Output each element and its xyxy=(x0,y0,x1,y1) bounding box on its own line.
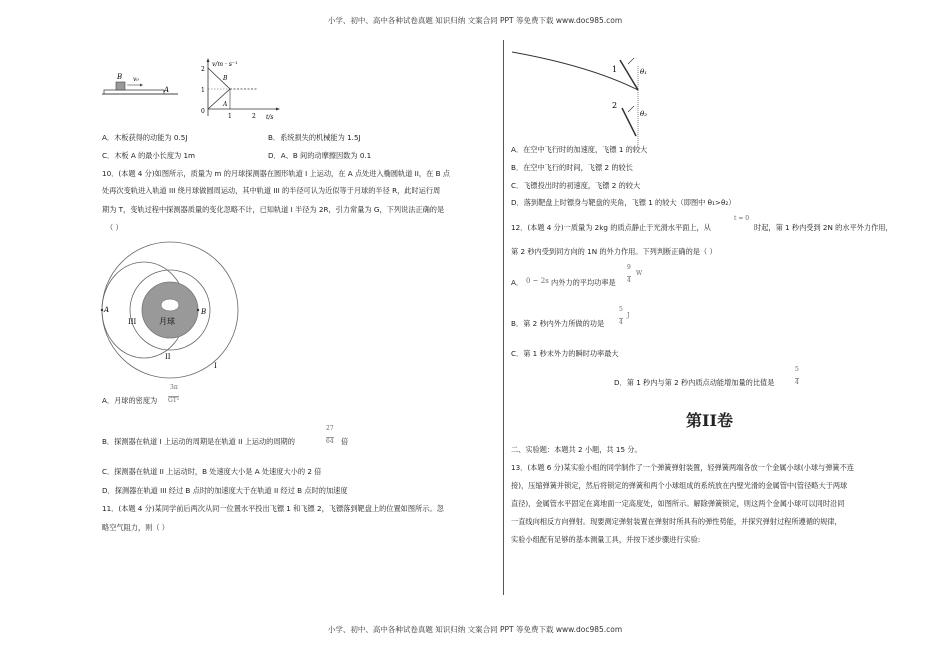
orbit-diagram xyxy=(98,238,243,373)
q12-stem-line1-b: 时起，第 1 秒内受到 2N 的水平外力作用， xyxy=(754,223,893,232)
v-axis-label: v/m · s⁻¹ xyxy=(212,61,238,68)
q11-stem-line1: 11．(本题 4 分)某同学前后两次从同一位置水平投出飞镖 1 和飞镖 2，飞镖落到靶盘上的位置如图所示。忽 xyxy=(102,504,444,513)
v-tick-2: 2 xyxy=(201,66,205,73)
q12-stem-line1-a: 12．(本题 4 分)一质量为 2kg 的质点静止于光滑水平面上，从 xyxy=(511,223,711,232)
theta2-label: θ₂ xyxy=(640,110,648,118)
section-title: 第II卷 xyxy=(686,411,733,430)
q12-stem-line2: 第 2 秒内受到同方向的 1N 的外力作用。下列判断正确的是（ ） xyxy=(511,247,717,256)
section-intro: 二、实验题：本题共 2 小题，共 15 分。 xyxy=(511,445,642,454)
q12-option-a-text: 内外力的平均功率是 xyxy=(551,278,616,287)
board-a-label: A xyxy=(164,86,170,94)
orbit-point-a: A xyxy=(104,306,110,314)
q11-option-b: B．在空中飞行的时间，飞镖 2 的较长 xyxy=(511,163,633,172)
q12-option-a-interval: 0 ~ 2s xyxy=(526,277,549,285)
q12-option-b: B．第 2 秒内外力所做的功是 xyxy=(511,319,605,328)
dart-figure xyxy=(510,46,660,146)
orbit-point-b: B xyxy=(201,308,207,316)
q12-b-frac-den: 4 xyxy=(619,319,623,326)
graph-b-label: B xyxy=(223,75,228,82)
q10-option-a: A．月球的密度为 xyxy=(102,396,158,405)
q13-line3: 直径)，金属管水平固定在离地面一定高度处，如图所示。解除弹簧锁定，则这两个金属小球可以同时沿同 xyxy=(511,499,845,508)
q10-option-d: D．探测器在轨道 III 经过 B 点时的加速度大于在轨道 II 经过 B 点时的加速度 xyxy=(102,486,348,495)
q10-b-tail: 倍 xyxy=(341,437,349,446)
dart-2-label: 2 xyxy=(612,101,618,110)
q12-b-frac-num: 5 xyxy=(619,306,623,313)
q13-line5: 实验小组配有足够的基本测量工具，并按下述步骤进行实验: xyxy=(511,535,701,544)
q11-option-a: A．在空中飞行时的加速度，飞镖 1 的较大 xyxy=(511,145,648,154)
block-b-label: B xyxy=(117,73,123,81)
t-tick-2: 2 xyxy=(252,113,256,120)
q10-a-fraction-den: GT² xyxy=(168,397,180,404)
q13-line1: 13．(本题 6 分)某实验小组的同学制作了一个弹簧弹射装置，轻弹簧两端各放一个金属小球(小球与弹簧不连 xyxy=(511,463,854,472)
dart-1-label: 1 xyxy=(612,65,618,74)
v0-label: v₀ xyxy=(133,76,139,83)
q12-d-frac-den: 4 xyxy=(795,379,799,386)
q9-option-d: D．A、B 间的动摩擦因数为 0.1 xyxy=(268,151,372,160)
q12-option-c: C．第 1 秒末外力的瞬时功率最大 xyxy=(511,349,619,358)
q9-option-a: A．木板获得的动能为 0.5J xyxy=(102,133,188,142)
moon-label: 月球 xyxy=(159,317,175,326)
q10-a-fraction-num: 3π xyxy=(170,384,178,391)
q12-a-frac-den: 4 xyxy=(627,277,631,284)
q12-t0-label: t = 0 xyxy=(734,215,750,222)
q10-option-c: C．探测器在轨道 II 上运动时，B 处速度大小是 A 处速度大小的 2 倍 xyxy=(102,467,322,476)
q10-stem-line3: 期为 T，变轨过程中探测器质量的变化忽略不计，已知轨道 I 半径为 2R，引力常量为 G，下列说法正确的是 xyxy=(102,205,445,214)
page-header: 小学、初中、高中各种试卷真题 知识归纳 文案合同 PPT 等免费下载 www.doc985.com xyxy=(327,16,623,25)
orbit-ii-label: II xyxy=(165,353,171,361)
orbit-iii-label: III xyxy=(128,318,137,326)
q10-stem-line1: 10．(本题 4 分)如图所示，质量为 m 的月球探测器在圆形轨道 I 上运动，在 A 点处进入椭圆轨道 II，在 B 点 xyxy=(102,169,450,178)
q12-b-unit: J xyxy=(627,312,630,319)
q12-a-unit: W xyxy=(636,270,643,277)
q10-stem-line2: 处再次变轨进入轨道 III 绕月球做圆周运动，其中轨道 III 的半径可认为近似等于月球的半径 R，此时运行周 xyxy=(102,186,441,195)
q10-answer-bracket: （ ） xyxy=(106,223,123,232)
v-tick-1: 1 xyxy=(201,87,205,94)
q11-option-c: C．飞镖投出时的初速度，飞镖 2 的较大 xyxy=(511,181,641,190)
q11-stem-line2: 略空气阻力，则（ ） xyxy=(102,523,169,532)
q12-a-frac-num: 9 xyxy=(627,264,631,271)
q12-option-a-prefix: A． xyxy=(511,278,524,287)
q9-option-b: B．系统损失的机械能为 1.5J xyxy=(268,133,361,142)
t-axis-label: t/s xyxy=(266,114,274,121)
theta1-label: θ₁ xyxy=(640,68,648,76)
block-board-figure xyxy=(100,68,180,98)
q10-option-b: B．探测器在轨道 I 上运动的周期是在轨道 II 上运动的周期的 xyxy=(102,437,295,446)
t-tick-1: 1 xyxy=(228,113,232,120)
orbit-i-label: I xyxy=(214,362,217,370)
q13-line2: 接)，压缩弹簧并锁定，然后将锁定的弹簧和两个小球组成的系统放在内壁光滑的金属管中(管径略大于两球 xyxy=(511,481,848,490)
q12-d-frac-num: 5 xyxy=(795,366,799,373)
origin-label: 0 xyxy=(201,108,205,115)
velocity-time-graph xyxy=(198,56,288,124)
q11-option-d: D．落到靶盘上时镖身与靶盘的夹角，飞镖 1 的较大（即图中 θ₁>θ₂） xyxy=(511,198,736,207)
q13-line4: 一直线向相反方向弹射。现要测定弹射装置在弹射时所具有的弹性势能，并探究弹射过程所遵循的规律， xyxy=(511,517,842,526)
page-footer: 小学、初中、高中各种试卷真题 知识归纳 文案合同 PPT 等免费下载 www.doc985.com xyxy=(327,625,623,634)
q9-option-c: C．木板 A 的最小长度为 1m xyxy=(102,151,196,160)
q12-option-d: D．第 1 秒内与第 2 秒内质点动能增加量的比值是 xyxy=(614,378,775,387)
q10-b-fraction-num: 27 xyxy=(326,425,334,432)
q10-b-fraction-den: 64 xyxy=(326,438,334,445)
column-divider xyxy=(503,40,504,595)
graph-a-label: A xyxy=(223,101,228,108)
